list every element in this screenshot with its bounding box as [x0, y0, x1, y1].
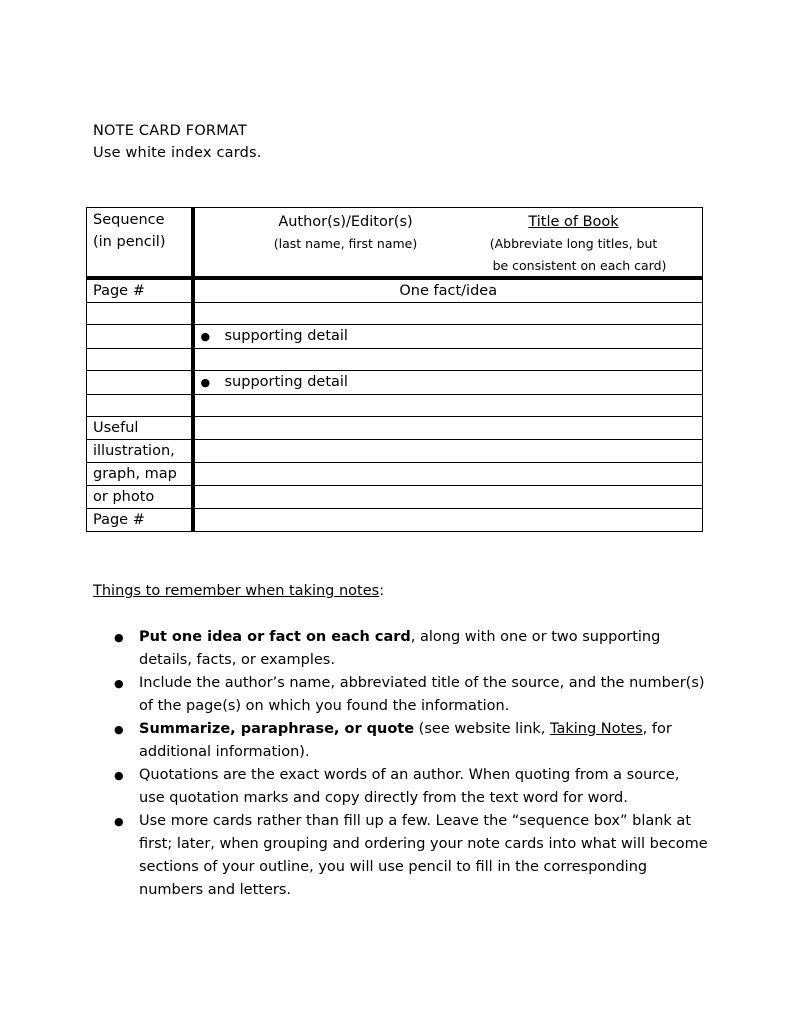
- note-card-template: [86, 207, 703, 532]
- bullet-icon: ●: [200, 375, 211, 389]
- author-note: (last name, first name): [273, 236, 418, 251]
- empty-cell: [193, 302, 703, 324]
- list-item: [114, 718, 709, 764]
- table-row: [87, 302, 703, 324]
- title-note-2: be consistent on each card): [492, 258, 667, 273]
- detail-text: supporting detail: [224, 373, 348, 390]
- tip-text: (see website link,: [414, 721, 550, 737]
- list-item: [114, 626, 709, 672]
- source-cell: [193, 208, 703, 278]
- tip-bold: Put one idea or fact on each card: [139, 629, 411, 645]
- heading-title: NOTE CARD FORMAT: [93, 123, 247, 139]
- bullet-icon: ●: [114, 631, 124, 644]
- tip-text: Include the author’s name, abbreviated title of the source, and the number(s) of the page(s) on which you found the information.: [139, 675, 705, 714]
- bullet-icon: ●: [114, 815, 124, 828]
- table-row: [87, 278, 703, 303]
- detail-cell: [193, 370, 703, 394]
- title-note-1: (Abbreviate long titles, but: [489, 236, 658, 251]
- heading-subtitle: Use white index cards.: [93, 145, 262, 161]
- table-row: [87, 348, 703, 370]
- list-item: [114, 810, 709, 902]
- table-row: [87, 324, 703, 348]
- title-block: [479, 211, 669, 277]
- bullet-icon: ●: [114, 677, 124, 690]
- useful-label-3: graph, map: [87, 462, 193, 485]
- bullet-icon: ●: [114, 769, 124, 782]
- bullet-icon: ●: [114, 723, 124, 736]
- table-row: [87, 485, 703, 508]
- detail-cell: [193, 324, 703, 348]
- useful-label-4: or photo: [87, 485, 193, 508]
- empty-cell: [193, 462, 703, 485]
- tip-text: Quotations are the exact words of an author. When quoting from a source, use quotation marks and copy directly from the text word for word.: [139, 767, 680, 806]
- empty-cell: [193, 348, 703, 370]
- useful-label-2: illustration,: [87, 439, 193, 462]
- sequence-label: Sequence: [93, 212, 165, 228]
- bullet-icon: ●: [200, 329, 211, 343]
- empty-cell: [193, 394, 703, 416]
- empty-cell: [87, 370, 193, 394]
- empty-cell: [87, 324, 193, 348]
- taking-notes-link[interactable]: Taking Notes: [550, 721, 643, 737]
- author-block: [265, 211, 427, 255]
- table-row: [87, 394, 703, 416]
- detail-text: supporting detail: [224, 327, 348, 344]
- tip-text: , along with one or two supporting details, facts, or examples.: [139, 629, 661, 668]
- tip-bold: Summarize, paraphrase, or quote: [139, 721, 415, 737]
- tips-list: [114, 626, 709, 902]
- empty-cell: [87, 394, 193, 416]
- title-label: Title of Book: [528, 214, 619, 230]
- tip-text: , for additional information).: [139, 721, 672, 760]
- table-row: [87, 462, 703, 485]
- remember-colon: :: [379, 583, 385, 599]
- list-item: [114, 764, 709, 810]
- table-row: [87, 508, 703, 531]
- table-row: [87, 439, 703, 462]
- list-item: [114, 672, 709, 718]
- page-label-cell: Page #: [87, 278, 193, 303]
- empty-cell: [193, 508, 703, 531]
- tip-text: Use more cards rather than fill up a few. Leave the “sequence box” blank at first; later, when grouping and ordering your note cards into what will become sections of your outline, you will use pencil to fill in the corresponding numbers and letters.: [139, 813, 708, 898]
- empty-cell: [87, 302, 193, 324]
- empty-cell: [193, 416, 703, 439]
- useful-label-1: Useful: [87, 416, 193, 439]
- table-row: [87, 370, 703, 394]
- empty-cell: [87, 348, 193, 370]
- empty-cell: [193, 485, 703, 508]
- sequence-cell: [87, 208, 193, 278]
- author-label: Author(s)/Editor(s): [278, 214, 413, 230]
- remember-heading: [93, 580, 384, 602]
- card-header-row: [87, 208, 703, 278]
- sequence-note: (in pencil): [93, 234, 166, 250]
- empty-cell: [193, 439, 703, 462]
- page-label-bottom: Page #: [87, 508, 193, 531]
- document-heading: [93, 120, 262, 164]
- remember-title: Things to remember when taking notes: [93, 583, 380, 599]
- fact-label-cell: One fact/idea: [193, 278, 703, 303]
- table-row: [87, 416, 703, 439]
